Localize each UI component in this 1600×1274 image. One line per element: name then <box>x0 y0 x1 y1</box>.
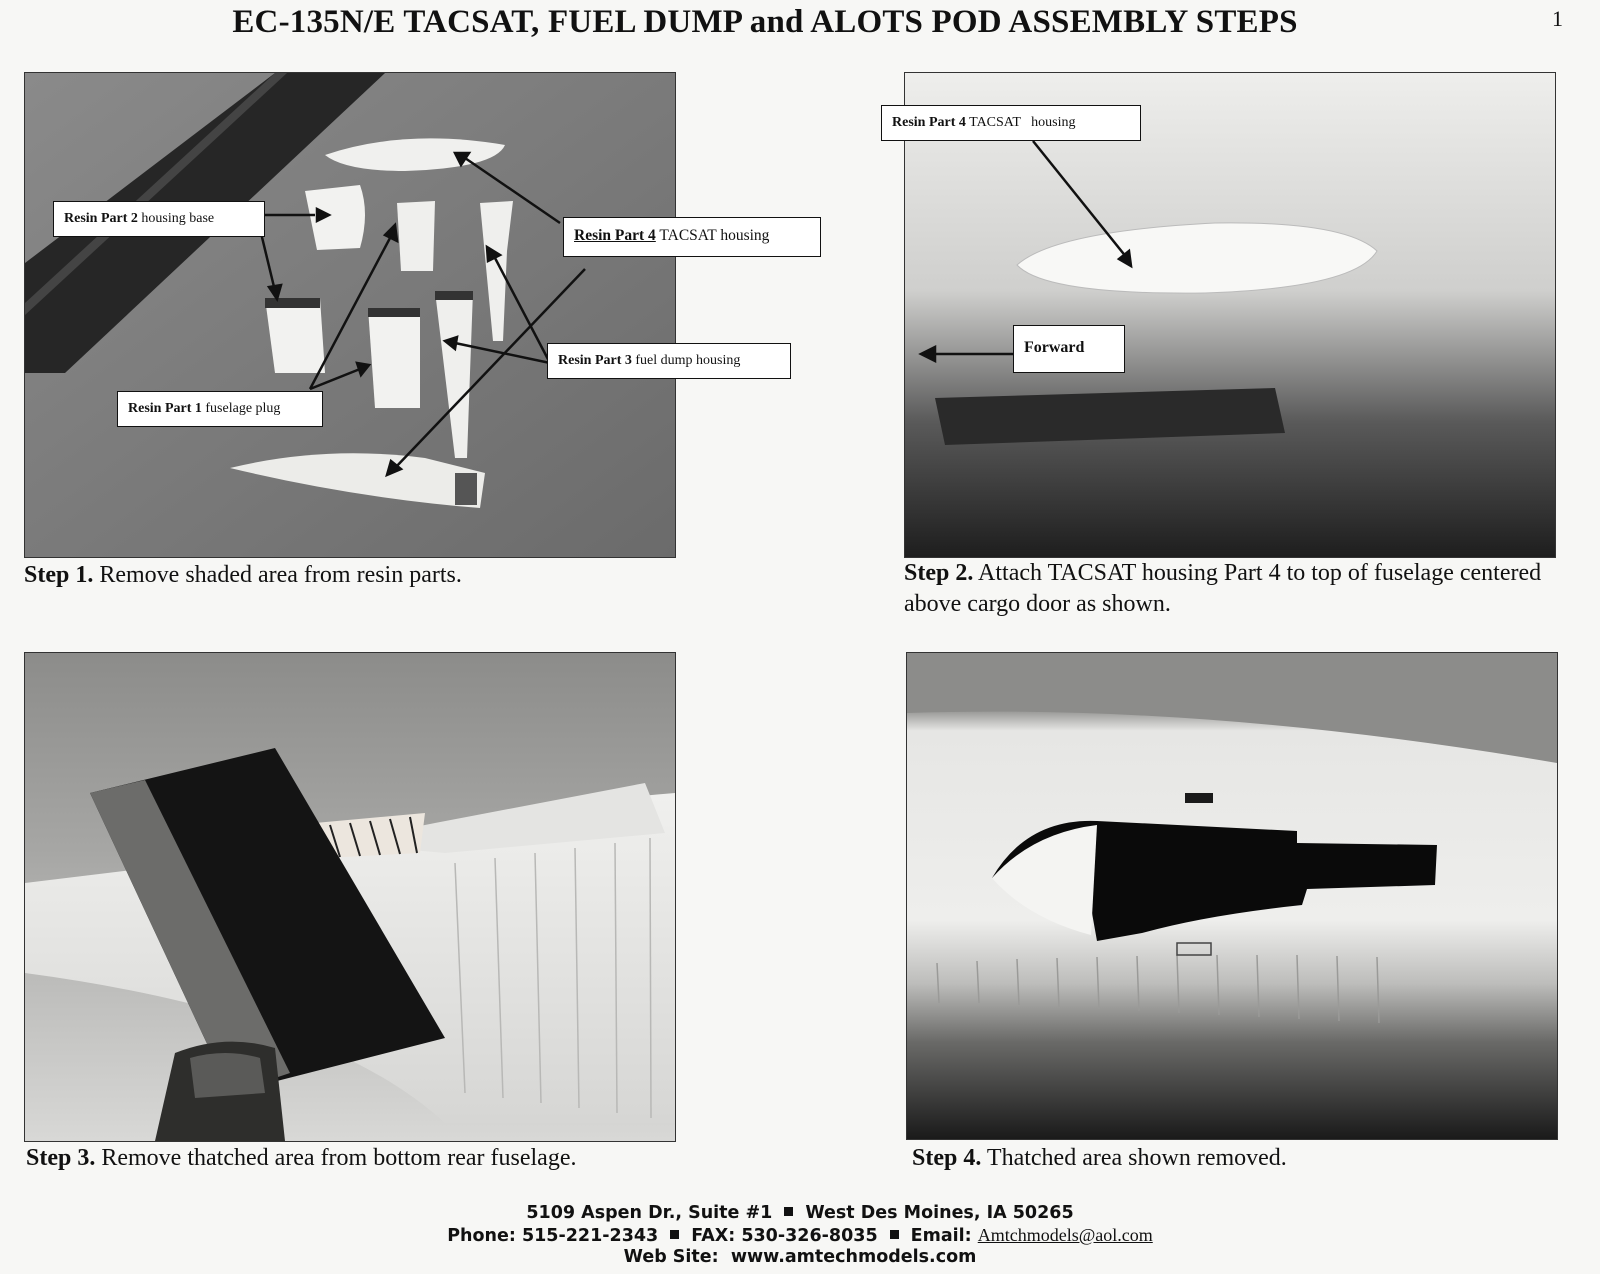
step1-callout-part2: Resin Part 2 housing base <box>53 201 265 237</box>
website-link[interactable]: www.amtechmodels.com <box>730 1247 977 1267</box>
email-link[interactable]: Amtchmodels@aol.com <box>977 1225 1153 1245</box>
page-title: EC-135N/E TACSAT, FUEL DUMP and ALOTS POD ASSEMBLY STEPS <box>232 4 1298 40</box>
square-bullet-icon <box>670 1230 679 1239</box>
step2-photo-graphic <box>905 73 1555 557</box>
step2-photo <box>892 72 1556 558</box>
square-bullet-icon <box>784 1207 793 1216</box>
square-bullet-icon <box>890 1230 899 1239</box>
step4-photo <box>906 652 1558 1140</box>
step1-photo-graphic <box>25 73 675 557</box>
step2-callout-forward: Forward <box>1013 325 1125 373</box>
step4-caption: Step 4. Thatched area shown removed. <box>912 1145 1287 1171</box>
step2-callout-part4: Resin Part 4 TACSAT housing <box>881 105 1141 141</box>
step2-caption: Step 2. Attach TACSAT housing Part 4 to top of fuselage centered above cargo door as shown. <box>904 560 1542 617</box>
step4-photo-graphic <box>907 653 1557 1139</box>
step1-callout-part3: Resin Part 3 fuel dump housing <box>547 343 791 379</box>
footer-address: 5109 Aspen Dr., Suite #1 West Des Moines, IA 50265 <box>526 1203 1074 1223</box>
step3-photo-graphic <box>25 653 675 1141</box>
footer-contact: Phone: 515-221-2343 FAX: 530-326-8035 Email: Amtchmodels@aol.com <box>447 1225 1153 1246</box>
step1-caption: Step 1. Remove shaded area from resin parts. <box>24 562 462 588</box>
step3-caption: Step 3. Remove thatched area from bottom rear fuselage. <box>26 1145 577 1171</box>
step1-photo <box>24 72 770 558</box>
footer-website: Web Site: www.amtechmodels.com <box>623 1247 977 1267</box>
step3-photo <box>24 652 676 1142</box>
step1-callout-part4: Resin Part 4 TACSAT housing <box>563 217 821 257</box>
page-number: 1 <box>1552 6 1563 31</box>
step1-callout-part1: Resin Part 1 fuselage plug <box>117 391 323 427</box>
